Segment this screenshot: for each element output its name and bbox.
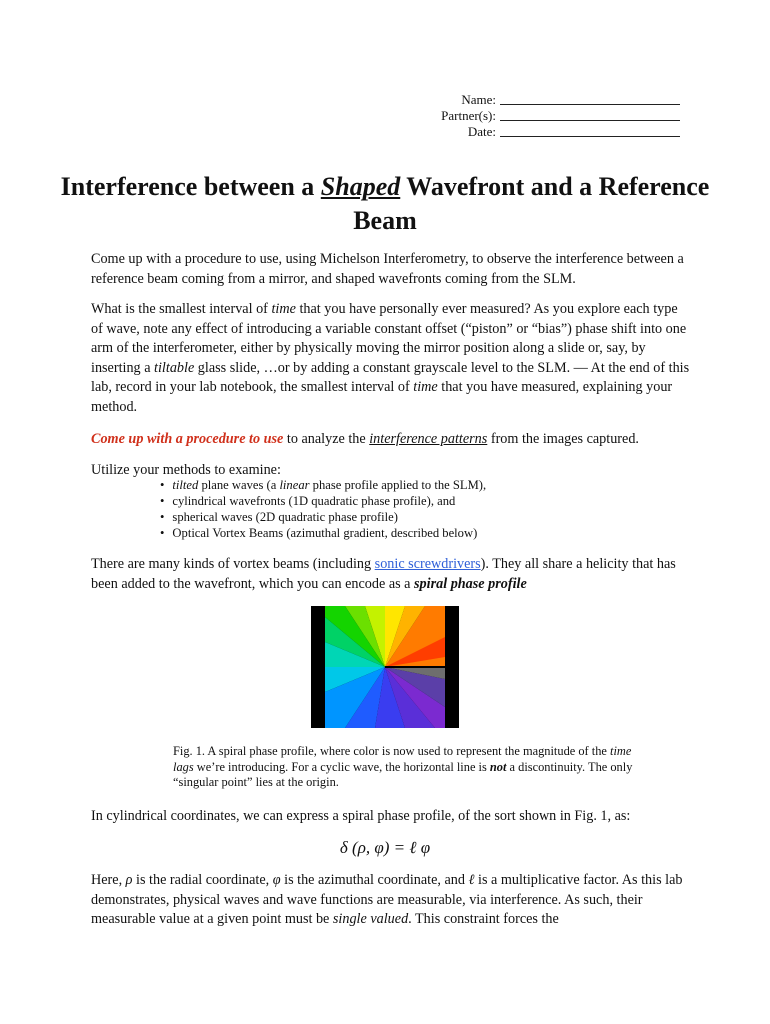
procedure-emphasis: Come up with a procedure to use bbox=[91, 431, 284, 447]
time-paragraph: What is the smallest interval of time that you have personally ever measured? As you explore each type of wave, note any effect of introducing a variable constant offset (“piston” or “bias”) phase shift into one arm of the interferometer, either by physically moving the mirror position along a slide or, say, by inserting a tiltable glass slide, …or by adding a constant grayscale level to the SLM. — At the end of this lab, record in your lab notebook, the smallest interval of time that you have measured, explaining your method. bbox=[91, 301, 690, 415]
figure-caption: Fig. 1. A spiral phase profile, where color is now used to represent the magnitude of the time lags we’re introducing. For a cyclic wave, the horizontal line is not a discontinuity. The only “singular point” lies at the origin. bbox=[173, 744, 633, 789]
intro-paragraph: Come up with a procedure to use, using Michelson Interferometry, to observe the interference between a reference beam coming from a mirror, and shaped wavefronts coming from the SLM. bbox=[91, 251, 684, 287]
partners-label: Partner(s): bbox=[441, 108, 496, 123]
list-item: • tilted plane waves (a linear phase profile applied to the SLM), bbox=[160, 477, 486, 493]
wave-types-list bbox=[160, 477, 486, 541]
spiral-phase-image bbox=[311, 606, 459, 728]
procedure-paragraph: Come up with a procedure to use to analyze the interference patterns from the images captured. bbox=[91, 431, 639, 447]
student-info-block bbox=[441, 92, 680, 140]
date-field[interactable] bbox=[500, 124, 680, 137]
methods-intro: Utilize your methods to examine: bbox=[91, 462, 281, 478]
title-emphasis: Shaped bbox=[320, 172, 401, 201]
interference-patterns-text: interference patterns bbox=[369, 431, 488, 447]
page-title: Interference between a Shaped Wavefront and a Reference Beam bbox=[60, 172, 710, 235]
list-item: • Optical Vortex Beams (azimuthal gradient, described below) bbox=[160, 525, 486, 541]
partners-field[interactable] bbox=[500, 108, 680, 121]
explanation-paragraph: Here, ρ is the radial coordinate, φ is the azimuthal coordinate, and ℓ is a multiplicative factor. As this lab demonstrates, physical waves and wave functions are measurable, via interference. As such, their measurable value at a given point must be single valued. This constraint forces the bbox=[91, 872, 683, 927]
cylindrical-paragraph: In cylindrical coordinates, we can express a spiral phase profile, of the sort shown in Fig. 1, as: bbox=[91, 808, 631, 824]
sonic-screwdrivers-link[interactable]: sonic screwdrivers bbox=[374, 556, 481, 572]
spiral-phase-figure bbox=[311, 606, 459, 728]
list-item: • spherical waves (2D quadratic phase profile) bbox=[160, 509, 486, 525]
name-field[interactable] bbox=[500, 92, 680, 105]
spiral-phase-equation: δ (ρ, φ) = ℓ φ bbox=[339, 838, 431, 857]
list-item: • cylindrical wavefronts (1D quadratic phase profile), and bbox=[160, 493, 486, 509]
vortex-paragraph: There are many kinds of vortex beams (including sonic screwdrivers). They all share a helicity that has been added to the wavefront, which you can encode as a spiral phase profile bbox=[91, 556, 676, 592]
date-label: Date: bbox=[467, 124, 496, 139]
name-label: Name: bbox=[461, 92, 496, 107]
